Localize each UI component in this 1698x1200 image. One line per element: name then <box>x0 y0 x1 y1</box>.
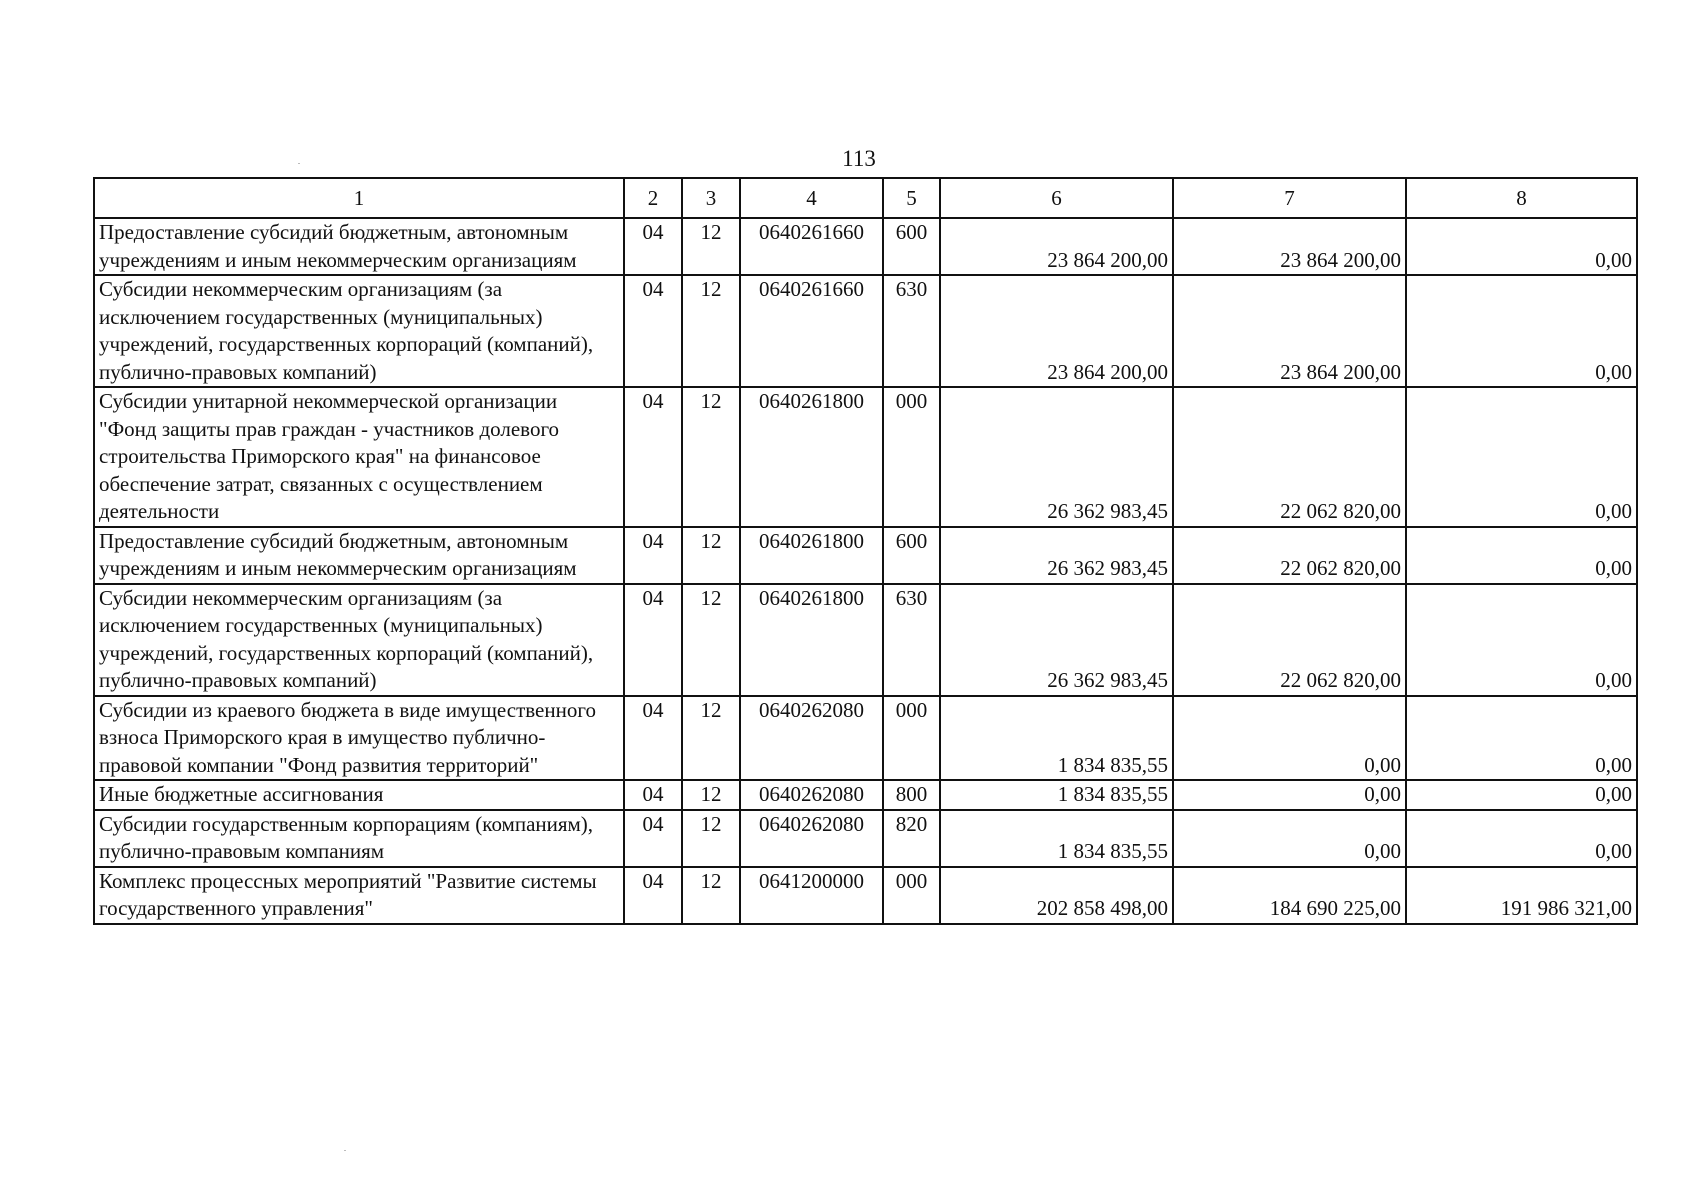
row-target-code: 0640261660 <box>740 275 883 387</box>
header-col-5: 5 <box>883 178 940 218</box>
row-subsection: 12 <box>682 696 740 781</box>
row-expense-type: 600 <box>883 527 940 584</box>
row-expense-type: 820 <box>883 810 940 867</box>
row-amount-col7: 0,00 <box>1173 696 1406 781</box>
row-name: Субсидии некоммерческим организациям (за исключением государственных (муниципальных) учреждений, государственных корпораций (компаний), публично-правовых компаний) <box>94 584 624 696</box>
header-col-3: 3 <box>682 178 740 218</box>
row-amount-col6: 202 858 498,00 <box>940 867 1173 924</box>
row-amount-col6: 26 362 983,45 <box>940 527 1173 584</box>
table-row <box>94 387 1637 527</box>
row-amount-col8: 0,00 <box>1406 780 1637 810</box>
row-section: 04 <box>624 275 682 387</box>
budget-table <box>93 177 1638 925</box>
row-name: Предоставление субсидий бюджетным, автономным учреждениям и иным некоммерческим организациям <box>94 527 624 584</box>
row-name: Субсидии из краевого бюджета в виде имущественного взноса Приморского края в имущество публично-правовой компании "Фонд развития территорий" <box>94 696 624 781</box>
row-amount-col7: 0,00 <box>1173 780 1406 810</box>
row-name: Комплекс процессных мероприятий "Развитие системы государственного управления" <box>94 867 624 924</box>
table-row <box>94 867 1637 924</box>
page-number: 113 <box>842 146 876 171</box>
row-amount-col8: 191 986 321,00 <box>1406 867 1637 924</box>
row-subsection: 12 <box>682 584 740 696</box>
row-amount-col8: 0,00 <box>1406 696 1637 781</box>
row-amount-col8: 0,00 <box>1406 584 1637 696</box>
row-amount-col7: 22 062 820,00 <box>1173 387 1406 527</box>
row-amount-col6: 26 362 983,45 <box>940 387 1173 527</box>
row-amount-col8: 0,00 <box>1406 527 1637 584</box>
row-amount-col8: 0,00 <box>1406 387 1637 527</box>
row-amount-col6: 1 834 835,55 <box>940 810 1173 867</box>
scan-speck <box>344 1150 346 1151</box>
row-section: 04 <box>624 527 682 584</box>
table-row <box>94 527 1637 584</box>
row-amount-col7: 22 062 820,00 <box>1173 584 1406 696</box>
row-amount-col6: 1 834 835,55 <box>940 780 1173 810</box>
row-amount-col7: 23 864 200,00 <box>1173 275 1406 387</box>
row-target-code: 0640261660 <box>740 218 883 275</box>
row-amount-col7: 184 690 225,00 <box>1173 867 1406 924</box>
row-name: Субсидии унитарной некоммерческой организации "Фонд защиты прав граждан - участников долевого строительства Приморского края" на финансовое обеспечение затрат, связанных с осуществлением деятельности <box>94 387 624 527</box>
row-section: 04 <box>624 584 682 696</box>
header-col-1: 1 <box>94 178 624 218</box>
row-subsection: 12 <box>682 527 740 584</box>
row-amount-col6: 23 864 200,00 <box>940 275 1173 387</box>
table-row <box>94 275 1637 387</box>
header-col-6: 6 <box>940 178 1173 218</box>
row-name: Иные бюджетные ассигнования <box>94 780 624 810</box>
row-amount-col6: 23 864 200,00 <box>940 218 1173 275</box>
row-amount-col6: 26 362 983,45 <box>940 584 1173 696</box>
row-section: 04 <box>624 696 682 781</box>
table-row <box>94 780 1637 810</box>
row-expense-type: 000 <box>883 696 940 781</box>
row-expense-type: 800 <box>883 780 940 810</box>
row-expense-type: 000 <box>883 387 940 527</box>
row-amount-col6: 1 834 835,55 <box>940 696 1173 781</box>
row-expense-type: 000 <box>883 867 940 924</box>
row-subsection: 12 <box>682 810 740 867</box>
row-section: 04 <box>624 780 682 810</box>
scan-speck <box>298 163 300 164</box>
row-target-code: 0641200000 <box>740 867 883 924</box>
header-col-8: 8 <box>1406 178 1637 218</box>
row-amount-col7: 23 864 200,00 <box>1173 218 1406 275</box>
row-name: Предоставление субсидий бюджетным, автономным учреждениям и иным некоммерческим организациям <box>94 218 624 275</box>
table-row <box>94 218 1637 275</box>
row-target-code: 0640262080 <box>740 696 883 781</box>
row-amount-col7: 0,00 <box>1173 810 1406 867</box>
row-subsection: 12 <box>682 218 740 275</box>
row-expense-type: 630 <box>883 584 940 696</box>
row-amount-col8: 0,00 <box>1406 218 1637 275</box>
row-target-code: 0640261800 <box>740 584 883 696</box>
header-col-7: 7 <box>1173 178 1406 218</box>
row-amount-col8: 0,00 <box>1406 810 1637 867</box>
row-subsection: 12 <box>682 275 740 387</box>
row-target-code: 0640261800 <box>740 387 883 527</box>
row-subsection: 12 <box>682 867 740 924</box>
row-subsection: 12 <box>682 387 740 527</box>
row-target-code: 0640262080 <box>740 810 883 867</box>
row-name: Субсидии некоммерческим организациям (за исключением государственных (муниципальных) учреждений, государственных корпораций (компаний), публично-правовых компаний) <box>94 275 624 387</box>
row-section: 04 <box>624 810 682 867</box>
row-section: 04 <box>624 387 682 527</box>
header-col-4: 4 <box>740 178 883 218</box>
row-amount-col8: 0,00 <box>1406 275 1637 387</box>
row-name: Субсидии государственным корпорациям (компаниям), публично-правовым компаниям <box>94 810 624 867</box>
row-section: 04 <box>624 218 682 275</box>
table-row <box>94 696 1637 781</box>
table-row <box>94 810 1637 867</box>
row-section: 04 <box>624 867 682 924</box>
row-subsection: 12 <box>682 780 740 810</box>
row-expense-type: 630 <box>883 275 940 387</box>
header-col-2: 2 <box>624 178 682 218</box>
row-target-code: 0640262080 <box>740 780 883 810</box>
row-expense-type: 600 <box>883 218 940 275</box>
row-amount-col7: 22 062 820,00 <box>1173 527 1406 584</box>
table-row <box>94 584 1637 696</box>
header-row <box>94 178 1637 218</box>
row-target-code: 0640261800 <box>740 527 883 584</box>
